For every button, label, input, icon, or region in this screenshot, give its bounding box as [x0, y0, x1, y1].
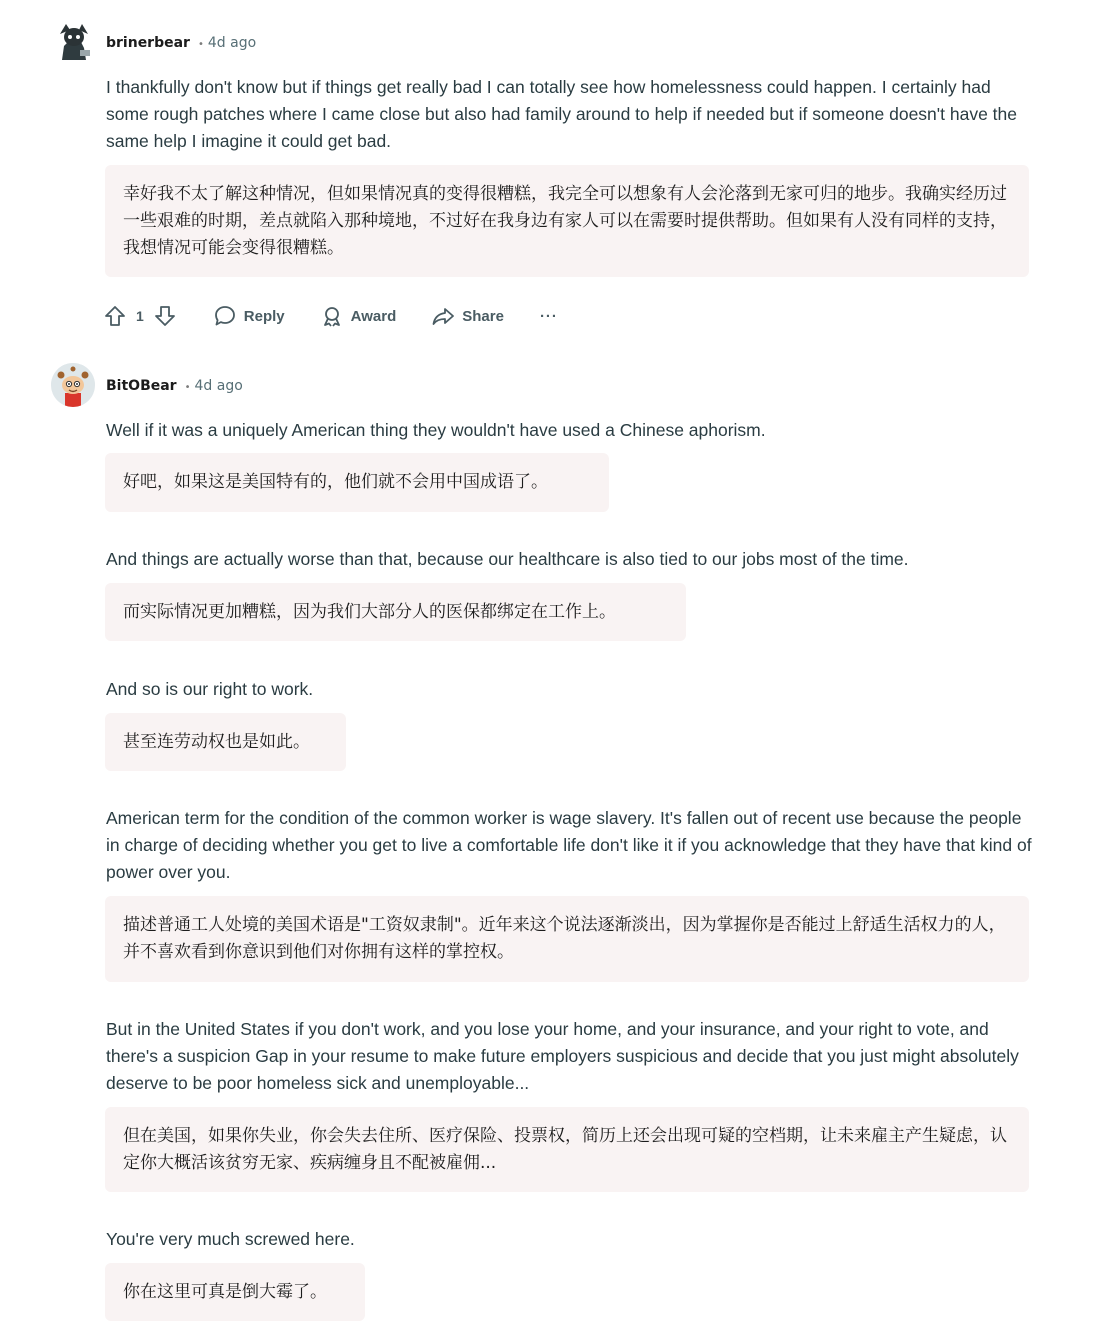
vote-count: 1 — [136, 308, 144, 324]
reply-label: Reply — [243, 307, 285, 325]
reply-button[interactable] — [214, 305, 285, 327]
chat-bubble-icon — [214, 305, 236, 327]
author-name[interactable]: brinerbear — [106, 35, 190, 51]
separator-dot: • — [197, 39, 204, 50]
comment-text: But in the United States if you don't work, and you lose your home, and your insurance, and your right to vote, and there's a suspicion Gap in your resume to make future employers suspicious and decide that you just might absolutely deserve to be poor homeless sick and unemployable... — [106, 1019, 1019, 1093]
comment-text: American term for the condition of the common worker is wage slavery. It's fallen out of recent use because the people in charge of deciding whether you get to live a comfortable life don't like it if you acknowledge that they have that kind of power over you. — [106, 808, 1032, 882]
award-icon — [321, 305, 343, 327]
comment-text: And so is our right to work. — [106, 679, 314, 699]
comment-text: I thankfully don't know but if things get really bad I can totally see how homelessness could happen. I certainly had some rough patches where I came close but also had family around to help if needed but if someone doesn't have the same help I imagine it could get bad. — [106, 77, 1017, 151]
comment-bitobear — [0, 360, 1093, 1344]
upvote-icon[interactable] — [104, 305, 126, 327]
more-options-button[interactable]: ··· — [539, 307, 558, 325]
timestamp[interactable]: 4d ago — [194, 378, 243, 394]
award-label: Award — [350, 307, 397, 325]
avatar[interactable] — [52, 20, 96, 64]
avatar[interactable] — [51, 363, 95, 407]
translation-block: 而实际情况更加糟糕，因为我们大部分人的医保都绑定在工作上。 — [105, 583, 686, 641]
comment-text: Well if it was a uniquely American thing they wouldn't have used a Chinese aphorism. — [106, 420, 766, 440]
vote-controls — [104, 305, 176, 327]
comment-meta — [106, 33, 256, 55]
translation-block: 描述普通工人处境的美国术语是"工资奴隶制"。近年来这个说法逐渐淡出，因为掌握你是否能过上舒适生活权力的人，并不喜欢看到你意识到他们对你拥有这样的掌控权。 — [105, 896, 1029, 982]
comment-text: And things are actually worse than that, because our healthcare is also tied to our jobs most of the time. — [106, 549, 909, 569]
translation-block: 幸好我不太了解这种情况，但如果情况真的变得很糟糕，我完全可以想象有人会沦落到无家可归的地步。我确实经历过一些艰难的时期，差点就陷入那种境地，不过好在我身边有家人可以在需要时提供帮助。但如果有人没有同样的支持，我想情况可能会变得很糟糕。 — [105, 165, 1029, 277]
share-icon — [432, 305, 454, 327]
comment-brinerbear — [0, 0, 1093, 340]
share-button[interactable] — [432, 305, 504, 327]
downvote-icon[interactable] — [154, 305, 176, 327]
translation-block: 甚至连劳动权也是如此。 — [105, 713, 346, 771]
comment-meta — [106, 376, 243, 398]
award-button[interactable] — [321, 305, 397, 327]
comment-actions — [104, 300, 558, 332]
share-label: Share — [462, 307, 504, 325]
separator-dot: • — [184, 382, 191, 393]
author-name[interactable]: BitOBear — [106, 378, 177, 394]
translation-block: 你在这里可真是倒大霉了。 — [105, 1263, 365, 1321]
timestamp[interactable]: 4d ago — [207, 35, 257, 51]
translation-block: 好吧，如果这是美国特有的，他们就不会用中国成语了。 — [105, 453, 609, 512]
comment-text: You're very much screwed here. — [106, 1229, 355, 1249]
translation-block: 但在美国，如果你失业，你会失去住所、医疗保险、投票权，简历上还会出现可疑的空档期，让未来雇主产生疑虑，认定你大概活该贫穷无家、疾病缠身且不配被雇佣... — [105, 1107, 1029, 1192]
